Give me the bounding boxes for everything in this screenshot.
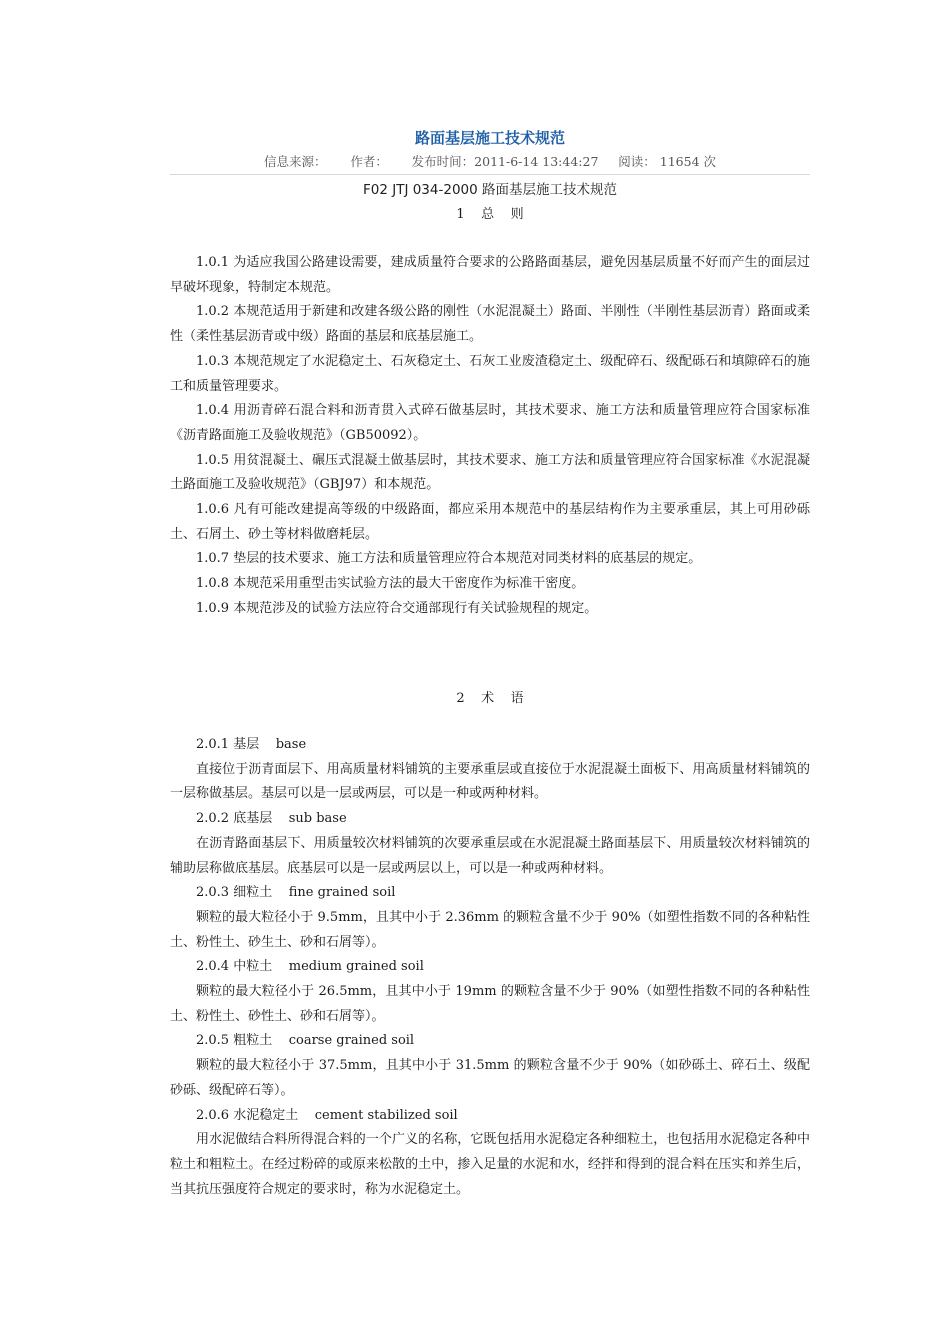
article-meta: 信息来源： 作者： 发布时间：2011-6-14 13:44:27 阅读： 11654 次 [264,154,716,169]
term-2-0-6-definition: 用水泥做结合料所得混合料的一个广义的名称，它既包括用水泥稳定各种细粒土，也包括用水泥稳定各种中粒土和粗粒土。在经过粉碎的或原来松散的土中，掺入足量的水泥和水，经拌和得到的混合料在压实和养生后，当其抗压强度符合规定的要求时，称为水泥稳定土。 [170,1132,810,1197]
article-subtitle: F02 JTJ 034-2000 路面基层施工技术规范 [362,182,618,198]
term-2-0-1-definition: 直接位于沥青面层下、用高质量材料铺筑的主要承重层或直接位于水泥混凝土面板下、用高质量材料铺筑的一层称做基层。基层可以是一层或两层，可以是一种或两种材料。 [170,761,810,802]
clause-1-0-9: 1.0.9 本规范涉及的试验方法应符合交通部现行有关试验规程的规定。 [196,600,598,616]
article-title: 路面基层施工技术规范 [414,129,565,147]
clause-1-0-1: 1.0.1 为适应我国公路建设需要，建成质量符合要求的公路路面基层，避免因基层质量不好而产生的面层过早破坏现象，特制定本规范。 [170,255,810,295]
term-2-0-5-title: 2.0.5 粗粒土 coarse grained soil [196,1033,415,1049]
chapter-1-body [170,251,810,622]
header-divider [170,174,810,175]
term-2-0-6-title: 2.0.6 水泥稳定土 cement stabilized soil [196,1107,458,1123]
clause-1-0-8: 1.0.8 本规范采用重型击实试验方法的最大干密度作为标准干密度。 [196,576,585,592]
clause-1-0-4: 1.0.4 用沥青碎石混合料和沥青贯入式碎石做基层时，其技术要求、施工方法和质量管理应符合国家标准《沥青路面施工及验收规范》（GB50092）。 [170,403,810,443]
clause-1-0-7: 1.0.7 垫层的技术要求、施工方法和质量管理应符合本规范对同类材料的底基层的规定。 [196,551,702,567]
term-2-0-4-definition: 颗粒的最大粒径小于 26.5mm，且其中小于 19mm 的颗粒含量不少于 90%（如塑性指数不同的各种粘性土、粉性土、砂性土、砂和石屑等）。 [170,984,810,1024]
term-2-0-1-title: 2.0.1 基层 base [196,737,307,752]
term-2-0-2-definition: 在沥青路面基层下、用质量较次材料铺筑的次要承重层或在水泥混凝土路面基层下、用质量较次材料铺筑的辅助层称做底基层。底基层可以是一层或两层以上，可以是一种或两种材料。 [170,835,810,876]
chapter-1-heading: 1 总 则 [456,207,524,222]
chapter-2-heading: 2 术 语 [456,691,524,706]
clause-1-0-2: 1.0.2 本规范适用于新建和改建各级公路的刚性（水泥混凝土）路面、半刚性（半刚性基层沥青）路面或柔性（柔性基层沥青或中级）路面的基层和底基层施工。 [170,304,810,345]
clause-1-0-5: 1.0.5 用贫混凝土、碾压式混凝土做基层时，其技术要求、施工方法和质量管理应符合国家标准《水泥混凝土路面施工及验收规范》（GBJ97）和本规范。 [170,452,810,493]
term-2-0-3-title: 2.0.3 细粒土 fine grained soil [196,885,396,901]
term-2-0-4-title: 2.0.4 中粒土 medium grained soil [196,959,424,975]
term-2-0-5-definition: 颗粒的最大粒径小于 37.5mm，且其中小于 31.5mm 的颗粒含量不少于 90%（如砂砾土、碎石土、级配砂砾、级配碎石等）。 [170,1058,810,1098]
chapter-2-body [170,733,810,1202]
clause-1-0-3: 1.0.3 本规范规定了水泥稳定土、石灰稳定土、石灰工业废渣稳定土、级配碎石、级配砾石和填隙碎石的施工和质量管理要求。 [170,353,810,394]
term-2-0-2-title: 2.0.2 底基层 sub base [196,811,347,827]
clause-1-0-6: 1.0.6 凡有可能改建提高等级的中级路面，都应采用本规范中的基层结构作为主要承重层，其上可用砂砾土、石屑土、砂土等材料做磨耗层。 [170,502,810,542]
term-2-0-3-definition: 颗粒的最大粒径小于 9.5mm，且其中小于 2.36mm 的颗粒含量不少于 90%（如塑性指数不同的各种粘性土、粉性土、砂生土、砂和石屑等）。 [170,909,810,950]
